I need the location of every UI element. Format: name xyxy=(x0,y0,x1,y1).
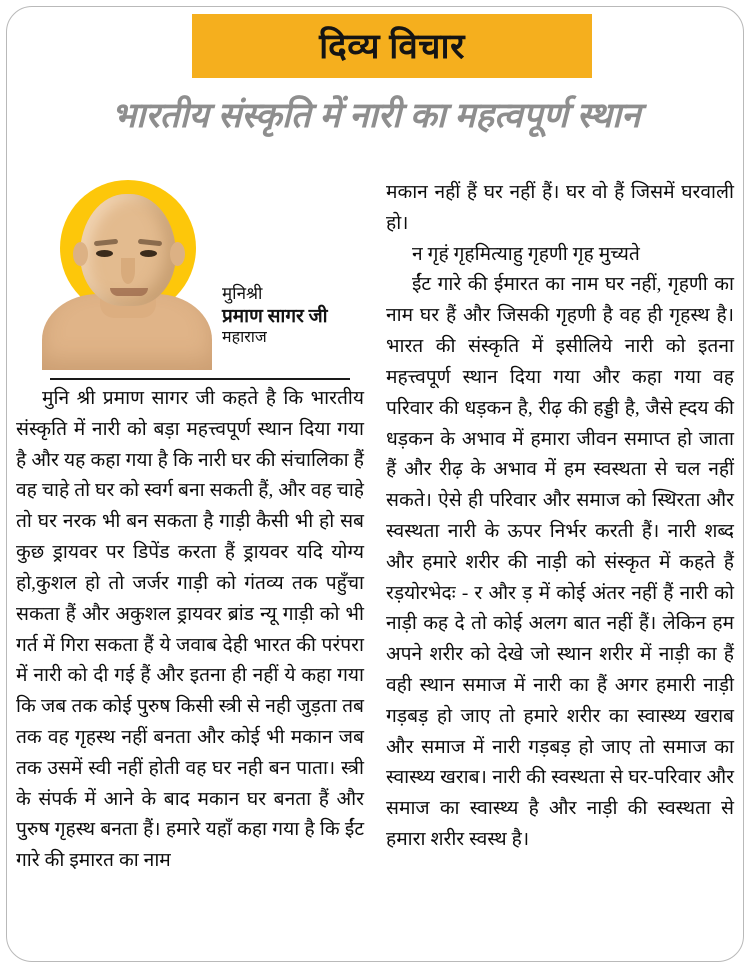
author-portrait xyxy=(34,176,216,368)
section-banner xyxy=(192,14,592,78)
portrait-eye-right xyxy=(140,250,157,257)
banner-title: दिव्य विचार xyxy=(319,26,465,66)
portrait-nose xyxy=(121,258,135,284)
portrait-eye-left xyxy=(96,250,113,257)
column-rule xyxy=(50,378,350,380)
paragraph: मुनि श्री प्रमाण सागर जी कहते है कि भारतीय संस्कृति में नारी को बड़ा महत्त्वपूर्ण स्थान दिया गया है और यह कहा गया है कि नारी घर की संचालिका हैं वह चाहे तो घर को स्वर्ग बना सकती हैं, और वह चाहे तो घर नरक भी बन सकता है गाड़ी कैसी भी हो सब कुछ ड्रायवर पर डिपेंड करता हैं ड्रायवर यदि योग्य हो,कुशल हो तो जर्जर गाड़ी को गंतव्य तक पहुँचा सकता हैं और अकुशल ड्रायवर ब्रांड न्यू गाड़ी को भी गर्त में गिरा सकता हैं ये जवाब देही भारत की परंपरा में नारी को दी गई हैं और इतना ही नहीं ये कहा गया कि जब तक कोई पुरुष किसी स्त्री से नही जुड़ता तब तक वह गृहस्थ नहीं बनता और कोई भी मकान जब तक उसमें स्वी नहीं होती वह घर नही बन पाता। स्त्री के संपर्क में आने के बाद मकान घर बनता हैं और पुरुष गृहस्थ बनता हैं। हमारे यहाँ कहा गया है कि ईंट गारे की इमारत का नाम xyxy=(16,388,364,872)
sanskrit-verse: न गृहं गृहमित्याहु गृहणी गृह मुच्यते xyxy=(412,243,640,265)
portrait-ear-left xyxy=(73,242,88,266)
author-byline xyxy=(222,284,364,347)
right-column xyxy=(386,176,734,952)
left-column xyxy=(16,176,364,952)
author-title: महाराज xyxy=(222,328,267,346)
author-name: प्रमाण सागर जी xyxy=(222,305,328,327)
article-columns xyxy=(16,176,734,952)
portrait-mouth xyxy=(110,288,148,296)
paragraph: मकान नहीं हैं घर नहीं हैं। घर वो हैं जिसमें घरवाली हो। xyxy=(386,182,734,234)
paragraph: ईंट गारे की ईमारत का नाम घर नहीं, गृहणी का नाम घर हैं और जिसकी गृहणी है वह ही गृहस्थ है। भारत की संस्कृति में इसीलिये नारी को इतना महत्त्वपूर्ण स्थान दिया गया और कहा गया वह परिवार की धड़कन है, रीढ़ की हड्डी है, जैसे ह्दय की धड़कन के अभाव में हमारा जीवन समाप्त हो जाता हैं और रीढ़ के अभाव में हम स्वस्थता से चल नहीं सकते। ऐसे ही परिवार और समाज को स्थिरता और स्वस्थता नारी के ऊपर निर्भर करती हैं। नारी शब्द और हमारे शरीर की नाड़ी को संस्कृत में कहते हैं रड़योरभेदः - र और ड़ में कोई अंतर नहीं हैं नारी को नाड़ी कह दे तो कोई अलग बात नहीं हैं। लेकिन हम अपने शरीर को देखे जो स्थान शरीर में नाड़ी का हैं वही स्थान समाज में नारी का हैं अगर हमारी नाड़ी गड़बड़ हो जाए तो हमारे शरीर का स्वास्थ्य खराब और समाज में नारी गड़बड़ हो जाए तो समाज का स्वास्थ्य खराब। नारी की स्वस्थता से घर-परिवार और समाज का स्वास्थ्य है और नाड़ी की स्वस्थता से हमारा शरीर स्वस्थ है। xyxy=(386,274,734,851)
right-column-text xyxy=(386,176,734,856)
author-honorific: मुनिश्री xyxy=(222,284,263,303)
portrait-ear-right xyxy=(170,242,185,266)
portrait-block xyxy=(16,176,364,372)
left-column-text xyxy=(16,384,364,877)
article-headline: भारतीय संस्कृति में नारी का महत्वपूर्ण स्थान xyxy=(111,96,641,135)
